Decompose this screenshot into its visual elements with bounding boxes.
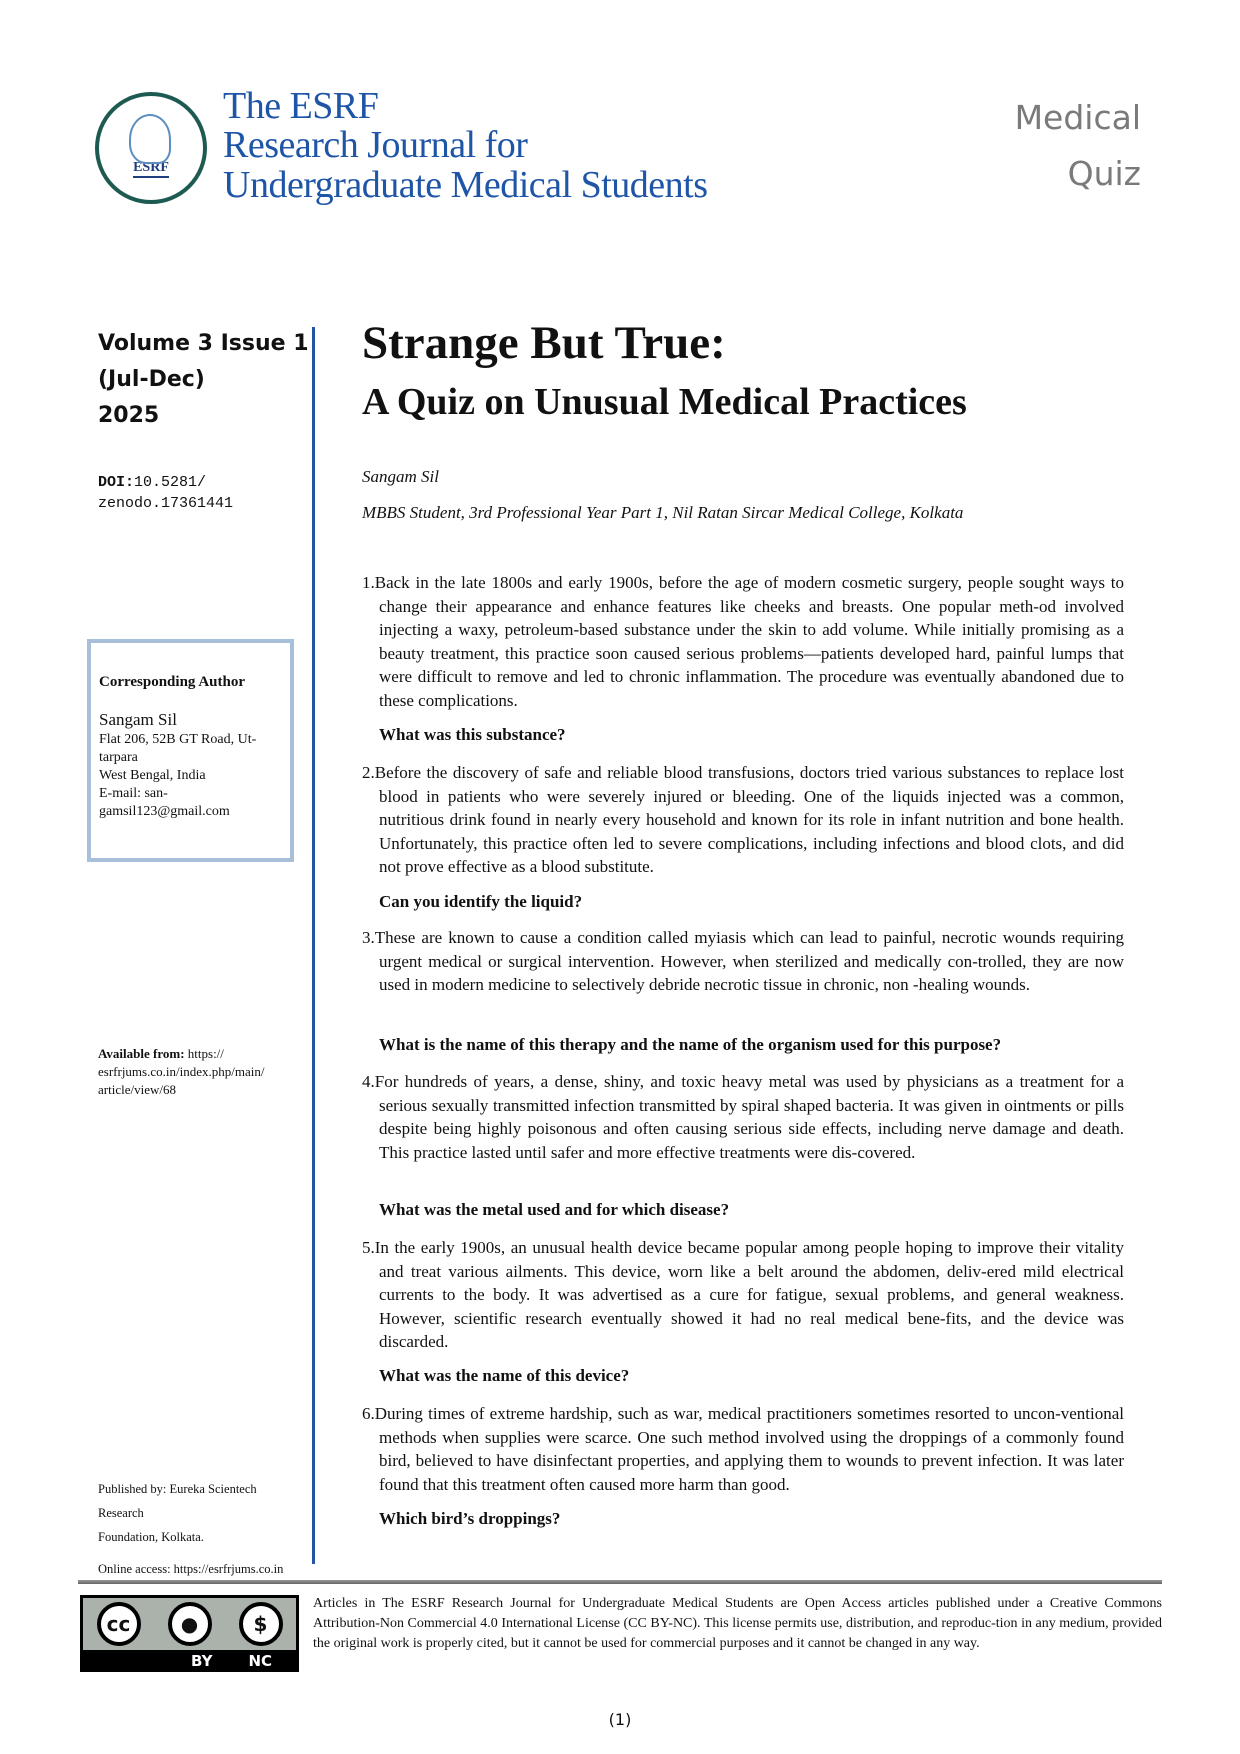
address-line: Flat 206, 52B GT Road, Ut- <box>99 732 257 747</box>
quiz-question <box>362 1402 1124 1496</box>
article-title: Strange But True: <box>362 317 726 369</box>
question-text: Back in the late 1800s and early 1900s, before the age of modern cosmetic surgery, people sought ways to change their appearance and enhance features like cheeks and breasts. One popular meth-od involved injecting a waxy, petroleum-based substance under the skin to add volume. While initially promising as a beauty treatment, this practice soon caused serious problems—patients developed hard, painful lumps that were difficult to remove and led to chronic inflammation. The procedure was eventually abandoned due to these complications. <box>374 573 1124 710</box>
journal-title-line: Undergraduate Medical Students <box>223 164 708 206</box>
section-label: Quiz <box>1067 154 1141 193</box>
quiz-question <box>362 571 1124 712</box>
question-prompt: Which bird’s droppings? <box>379 1509 561 1528</box>
volume-line: (Jul-Dec) <box>98 367 205 392</box>
question-prompt: What was the metal used and for which disease? <box>379 1200 730 1219</box>
question-text: Before the discovery of safe and reliable blood transfusions, doctors tried various substances to replace lost blood in patients who were severely injured or bleeding. One of the liquids injected was a common, nutritious drink found in nearly every household and known for its role in infant nutrition and bone health. Unfortunately, this practice often led to severe complications, including infections and blood clots, and did not prove effective as a blood substitute. <box>374 763 1124 876</box>
volume-info <box>98 326 309 434</box>
doi-label: DOI: <box>98 474 135 491</box>
journal-title-line: The ESRF <box>223 85 379 127</box>
author-name: Sangam Sil <box>99 710 177 729</box>
section-label: Medical <box>1014 98 1141 137</box>
journal-logo <box>95 92 207 204</box>
box-heading: Corresponding Author <box>99 674 246 690</box>
license-text: Articles in The ESRF Research Journal for Undergraduate Medical Students are Open Access articles published under a Creative Commons Attribution-Non Commercial 4.0 International License (CC BY-NC). This license permits use, distribution, and reproduc-tion in any medium, provided the original work is properly cited, but it cannot be used for commercial purposes and it cannot be changed in any way. <box>313 1596 1162 1651</box>
footer-rule <box>78 1580 1162 1584</box>
by-label: BY <box>190 1652 213 1670</box>
corresponding-author-box <box>87 639 294 862</box>
email-line[interactable]: gamsil123@gmail.com <box>99 804 230 819</box>
volume-line: 2025 <box>98 403 160 428</box>
attribution-icon: ● <box>168 1602 212 1646</box>
publisher-line: Published by: Eureka Scientech Research <box>98 1482 257 1520</box>
email-line: E-mail: san- <box>99 786 168 801</box>
affiliation: MBBS Student, 3rd Professional Year Part 1, Nil Ratan Sircar Medical College, Kolkata <box>362 503 964 522</box>
journal-title-line: Research Journal for <box>223 124 528 166</box>
available-from <box>98 1045 298 1099</box>
article-subtitle: A Quiz on Unusual Medical Practices <box>362 381 967 423</box>
doi-value: 10.5281/ <box>134 474 207 491</box>
question-text: During times of extreme hardship, such as war, medical practitioners sometimes resorted to uncon-ventional methods when supplies were scarce. One such method involved using the droppings of a commonly found bird, believed to have disinfectant properties, and applying them to wounds to prevent infection. It was later found that this treatment often caused more harm than good. <box>374 1404 1124 1494</box>
address-line: tarpara <box>99 750 138 765</box>
quiz-question <box>362 761 1124 879</box>
quiz-question <box>362 926 1124 997</box>
noncommercial-icon: $ <box>239 1602 283 1646</box>
quiz-question <box>362 1236 1124 1354</box>
quiz-question <box>362 1070 1124 1164</box>
question-number: 5. <box>362 1238 375 1257</box>
question-text: These are known to cause a condition called myiasis which can lead to painful, necrotic wounds requiring urgent medical or surgical intervention. However, when sterilized and medically con-trolled, they are now used in modern medicine to selectively debride necrotic tissue in chronic, non -healing wounds. <box>374 928 1124 994</box>
nc-label: NC <box>248 1652 272 1670</box>
cc-icon: cc <box>97 1602 141 1646</box>
publisher <box>98 1477 298 1581</box>
question-number: 2. <box>362 763 375 782</box>
article-link[interactable]: esrfrjums.co.in/index.php/main/ <box>98 1064 265 1079</box>
divider <box>312 327 315 1564</box>
online-access[interactable]: Online access: https://esrfrjums.co.in <box>98 1562 284 1576</box>
volume-line: Volume 3 Issue 1 <box>98 331 309 356</box>
question-number: 6. <box>362 1404 375 1423</box>
article-link[interactable]: https:// <box>187 1046 224 1061</box>
question-number: 1. <box>362 573 375 592</box>
question-text: In the early 1900s, an unusual health device became popular among people hoping to improve their vitality and treat various ailments. This device, worn like a belt around the abdomen, deliv-ered mild electrical currents to the body. It was advertised as a cure for fatigue, sexual problems, and general weakness. However, scientific research eventually showed it had no real medical bene-fits, and the device was discarded. <box>374 1238 1124 1351</box>
address-line: West Bengal, India <box>99 768 206 783</box>
question-number: 4. <box>362 1072 375 1091</box>
logo-text: ESRF <box>133 160 169 178</box>
question-prompt: What is the name of this therapy and the name of the organism used for this purpose? <box>379 1035 1002 1054</box>
doi-value: zenodo.17361441 <box>98 495 234 512</box>
article-link[interactable]: article/view/68 <box>98 1082 176 1097</box>
question-number: 3. <box>362 928 375 947</box>
author: Sangam Sil <box>362 467 439 486</box>
question-prompt: Can you identify the liquid? <box>379 892 583 911</box>
available-label: Available from: <box>98 1046 185 1061</box>
question-prompt: What was the name of this device? <box>379 1366 630 1385</box>
question-text: For hundreds of years, a dense, shiny, and toxic heavy metal was used by physicians as a treatment for a serious sexually transmitted infection transmitted by spiral shaped bacteria. It was given in ointments or pills despite being highly poisonous and often causing serious side effects, including nerve damage and death. This practice lasted until safer and more effective treatments were dis-covered. <box>374 1072 1124 1162</box>
publisher-line: Foundation, Kolkata. <box>98 1530 204 1544</box>
question-prompt: What was this substance? <box>379 725 566 744</box>
cc-by-nc-badge <box>80 1595 299 1672</box>
doi <box>98 472 233 514</box>
page-number: (1) <box>608 1710 632 1729</box>
